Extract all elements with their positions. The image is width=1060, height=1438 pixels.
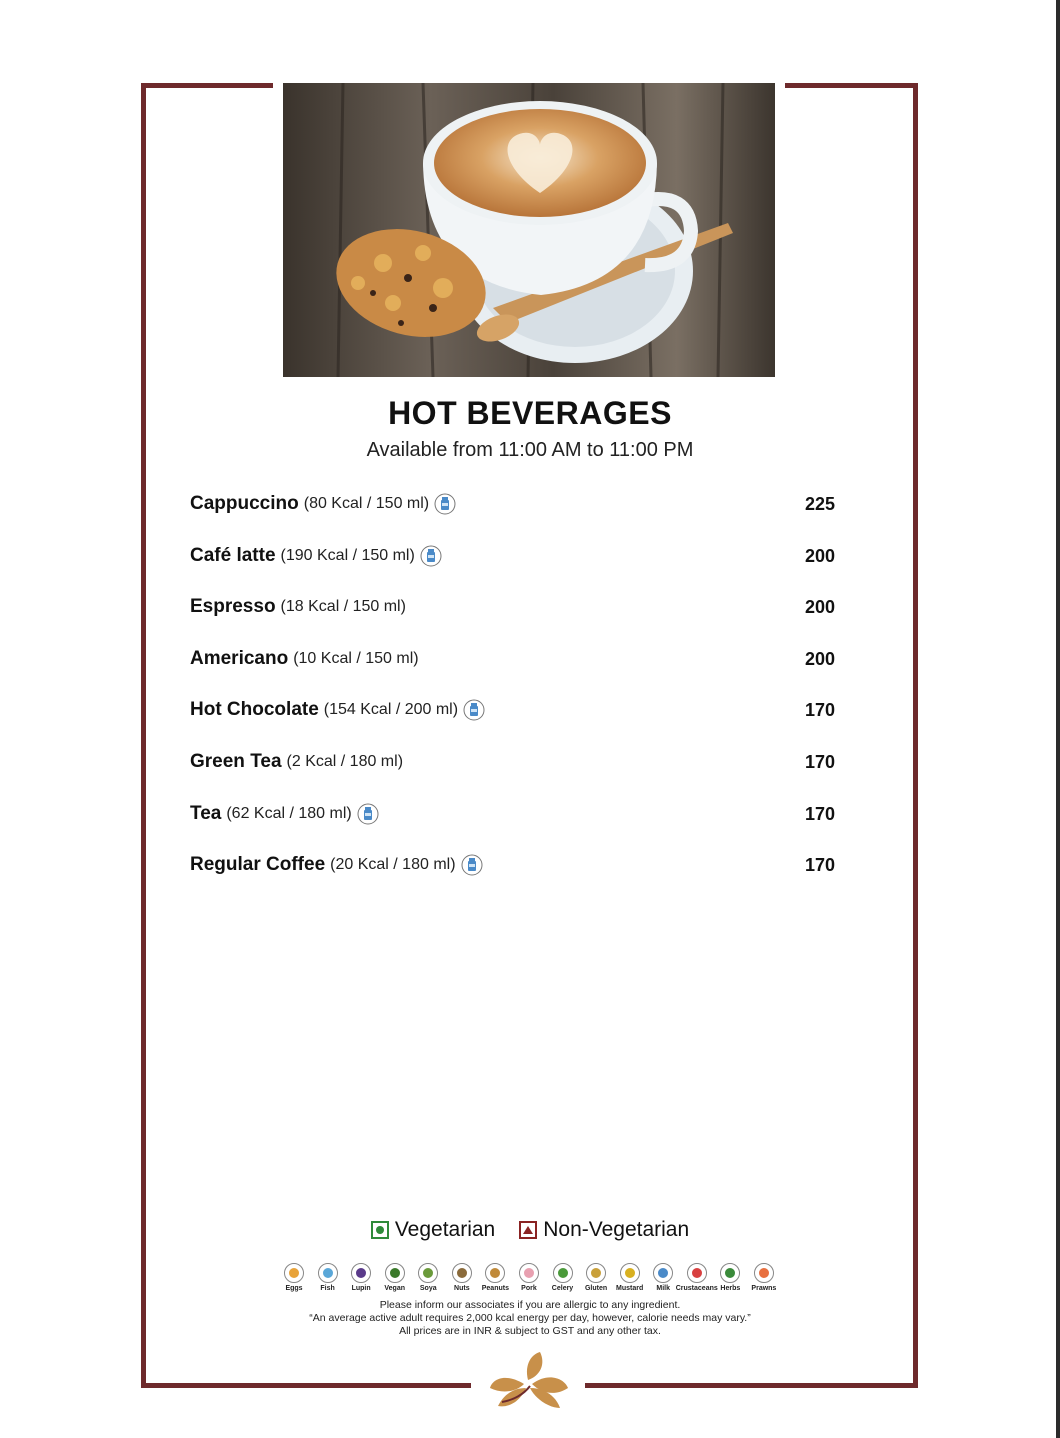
- frame-border: [585, 1383, 918, 1388]
- frame-border: [141, 83, 273, 88]
- legend-non-vegetarian: [519, 1218, 689, 1242]
- page-title: HOT BEVERAGES: [388, 395, 672, 431]
- lupin-icon: [351, 1263, 371, 1283]
- allergen-label: Vegan: [384, 1285, 405, 1292]
- allergen-label: Milk: [656, 1285, 670, 1292]
- menu-item-line: [190, 489, 456, 519]
- allergen-label: Celery: [551, 1285, 574, 1292]
- allergen-label: Mustard: [616, 1285, 644, 1292]
- menu-item: [190, 850, 840, 902]
- allergen-item: [447, 1263, 477, 1292]
- menu-item-line: [190, 541, 442, 571]
- menu-item-line: [190, 644, 419, 674]
- allergen-item: [279, 1263, 309, 1292]
- menu-item-calories: (80 Kcal / 150 ml): [303, 495, 430, 512]
- pork-icon: [519, 1263, 539, 1283]
- hero-photo: [283, 83, 775, 377]
- menu-item-line: [190, 799, 379, 829]
- mustard-icon: [620, 1263, 640, 1283]
- diet-legend: [0, 1218, 1060, 1242]
- allergen-item: [346, 1263, 376, 1292]
- frame-border: [141, 83, 146, 1388]
- soya-icon: [418, 1263, 438, 1283]
- menu-item-price: 170: [805, 700, 836, 721]
- allergen-label: Eggs: [285, 1285, 303, 1292]
- menu-item: [190, 799, 840, 851]
- menu-item-price: 200: [805, 597, 836, 618]
- legend-vegetarian-label: Vegetarian: [394, 1218, 496, 1241]
- menu-item-line: [190, 747, 403, 777]
- allergen-item: [480, 1263, 510, 1292]
- allergen-item: [615, 1263, 645, 1292]
- prawns-icon: [754, 1263, 774, 1283]
- milk-allergen-icon: [463, 699, 485, 721]
- menu-list: [190, 489, 840, 902]
- menu-item-name: Hot Chocolate: [190, 699, 319, 721]
- price-note: All prices are in INR & subject to GST and any other tax.: [399, 1325, 661, 1337]
- frame-border: [141, 1383, 471, 1388]
- brand-leaf-icon: [484, 1350, 574, 1412]
- calorie-note: “An average active adult requires 2,000 kcal energy per day, however, calorie needs may vary.”: [309, 1312, 751, 1324]
- allergen-item: [715, 1263, 745, 1292]
- allergen-item: [548, 1263, 578, 1292]
- milk-allergen-icon: [461, 854, 483, 876]
- menu-item-calories: (10 Kcal / 150 ml): [293, 649, 419, 667]
- menu-item-calories: (20 Kcal / 180 ml): [330, 856, 456, 874]
- allergen-label: Gluten: [584, 1285, 608, 1292]
- allergen-label: Nuts: [454, 1285, 470, 1292]
- allergen-item: [380, 1263, 410, 1292]
- menu-item-line: [190, 850, 483, 880]
- milk-icon: [653, 1263, 673, 1283]
- menu-item-price: 200: [805, 545, 836, 566]
- gluten-icon: [586, 1263, 606, 1283]
- menu-item: [190, 541, 840, 593]
- menu-item-line: [190, 592, 406, 622]
- menu-item-price: 200: [805, 648, 836, 669]
- allergen-item: [313, 1263, 343, 1292]
- legend-non-vegetarian-label: Non-Vegetarian: [543, 1218, 690, 1241]
- menu-item-name: Cappuccino: [190, 493, 299, 514]
- allergen-label: Lupin: [351, 1285, 371, 1292]
- menu-item-name: Green Tea: [190, 750, 282, 772]
- vegetarian-icon: [371, 1221, 389, 1239]
- milk-allergen-icon: [420, 545, 442, 567]
- milk-allergen-icon: [434, 493, 456, 515]
- crustaceans-icon: [687, 1263, 707, 1283]
- menu-item-name: Americano: [190, 647, 289, 669]
- fish-icon: [318, 1263, 338, 1283]
- milk-allergen-icon: [357, 803, 379, 825]
- menu-item-price: 170: [805, 751, 836, 772]
- allergen-label: Crustaceans: [675, 1285, 718, 1292]
- menu-item-calories: (190 Kcal / 150 ml): [280, 546, 415, 564]
- allergen-label: Herbs: [720, 1285, 741, 1292]
- frame-border: [913, 83, 918, 1388]
- allergen-item: [648, 1263, 678, 1292]
- frame-border: [785, 83, 918, 88]
- menu-item-price: 170: [805, 855, 836, 876]
- nuts-icon: [452, 1263, 472, 1283]
- allergen-item: [581, 1263, 611, 1292]
- allergen-label: Soya: [419, 1285, 437, 1292]
- menu-item-name: Espresso: [190, 596, 276, 618]
- menu-item-name: Café latte: [190, 544, 276, 566]
- allergen-label: Pork: [521, 1285, 537, 1292]
- menu-item-name: Tea: [190, 802, 222, 824]
- herbs-icon: [720, 1263, 740, 1283]
- allergen-item: [749, 1263, 779, 1292]
- menu-item-price: 170: [805, 803, 836, 824]
- menu-item: [190, 489, 840, 541]
- menu-item-price: 225: [805, 494, 836, 514]
- allergen-label: Prawns: [751, 1285, 777, 1292]
- eggs-icon: [284, 1263, 304, 1283]
- menu-item: [190, 695, 840, 747]
- vegan-icon: [385, 1263, 405, 1283]
- allergen-label: Peanuts: [481, 1285, 509, 1292]
- allergen-label: Fish: [320, 1285, 335, 1292]
- allergen-legend: [279, 1263, 779, 1292]
- allergy-note: Please inform our associates if you are allergic to any ingredient.: [379, 1299, 681, 1311]
- allergen-item: [413, 1263, 443, 1292]
- menu-item-calories: (62 Kcal / 180 ml): [226, 804, 352, 822]
- footer-notes: [0, 1299, 1060, 1338]
- menu-item-line: [190, 695, 485, 725]
- legend-vegetarian: [371, 1218, 495, 1242]
- menu-item: [190, 747, 840, 799]
- celery-icon: [553, 1263, 573, 1283]
- menu-item: [190, 644, 840, 696]
- menu-item-calories: (2 Kcal / 180 ml): [286, 752, 404, 770]
- availability-hours: Available from 11:00 AM to 11:00 PM: [366, 439, 694, 461]
- menu-item-calories: (154 Kcal / 200 ml): [323, 701, 459, 719]
- peanuts-icon: [485, 1263, 505, 1283]
- non-vegetarian-icon: [519, 1221, 537, 1239]
- menu-item: [190, 592, 840, 644]
- allergen-item: [675, 1263, 718, 1292]
- allergen-item: [514, 1263, 544, 1292]
- menu-item-name: Regular Coffee: [190, 854, 326, 876]
- menu-item-calories: (18 Kcal / 150 ml): [280, 598, 406, 616]
